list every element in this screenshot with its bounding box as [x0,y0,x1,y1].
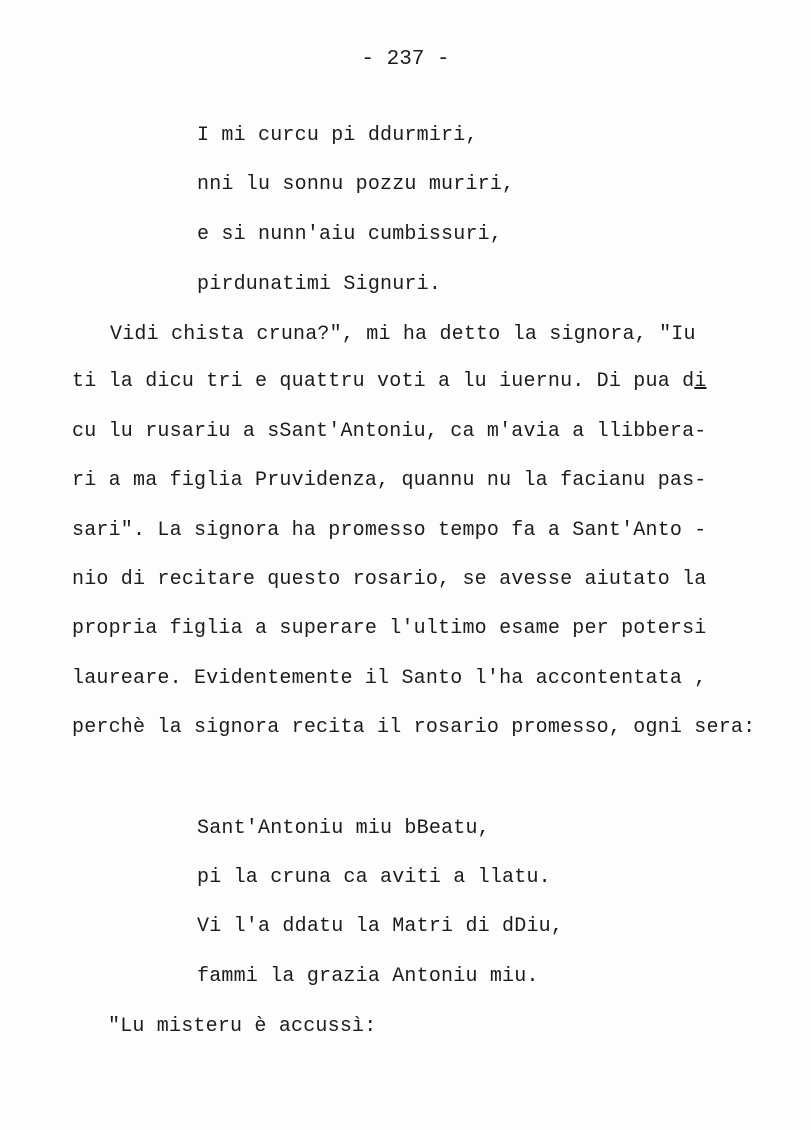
paragraph-line-8: laureare. Evidentemente il Santo l'ha accontentata , [72,667,707,690]
stanza-2-line-3: Vi l'a ddatu la Matri di dDiu, [197,915,564,938]
stanza-1-line-3: e si nunn'aiu cumbissuri, [197,223,503,246]
underlined-letter: i [694,370,707,393]
paragraph-line-5: sari". La signora ha promesso tempo fa a Sant'Anto - [72,519,707,542]
paragraph-line-2 [72,370,707,394]
stanza-1-line-4: pirdunatimi Signuri. [197,273,442,296]
paragraph-line-6: nio di recitare questo rosario, se avesse aiutato la [72,568,707,591]
paragraph-line-2-text: ti la dicu tri e quattru voti a lu iuernu. Di pua d [72,370,695,393]
stanza-1-line-2: nni lu sonnu pozzu muriri, [197,173,515,196]
page-number: - 237 - [361,48,450,71]
paragraph-line-3: cu lu rusariu a sSant'Antoniu, ca m'avia a llibbera- [72,420,707,443]
stanza-2-line-2: pi la cruna ca aviti a llatu. [197,866,551,889]
paragraph-line-4: ri a ma figlia Pruvidenza, quannu nu la facianu pas- [72,469,707,492]
stanza-2-line-4: fammi la grazia Antoniu miu. [197,965,539,988]
paragraph-line-7: propria figlia a superare l'ultimo esame per potersi [72,617,707,640]
stanza-2-line-1: Sant'Antoniu miu bBeatu, [197,817,490,840]
stanza-1-line-1: I mi curcu pi ddurmiri, [197,124,478,147]
paragraph-line-9: perchè la signora recita il rosario promesso, ogni sera: [72,716,756,739]
closing-line: "Lu misteru è accussì: [108,1015,377,1038]
paragraph-line-1: Vidi chista cruna?", mi ha detto la signora, "Iu [110,323,696,346]
